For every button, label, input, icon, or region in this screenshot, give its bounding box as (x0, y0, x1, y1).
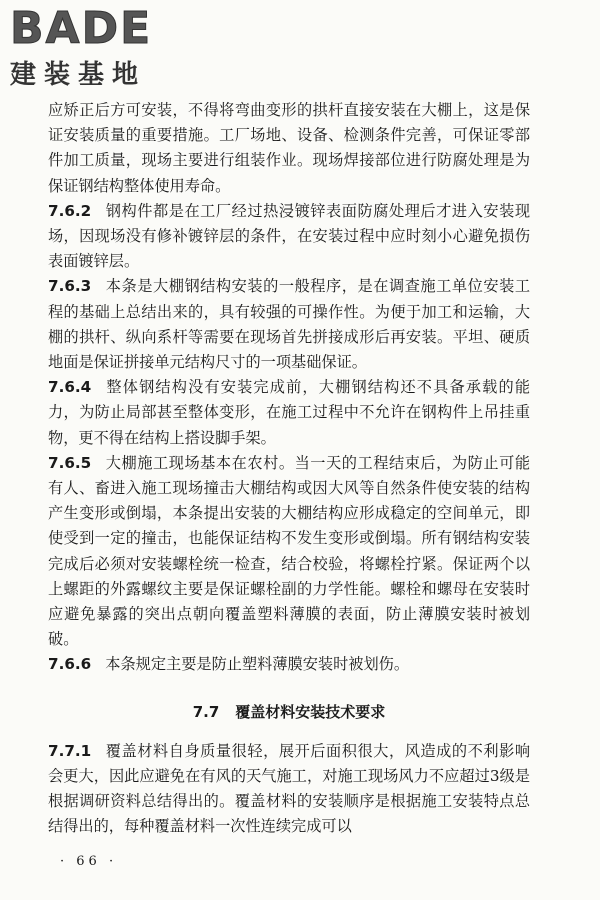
bade-logo (10, 3, 180, 91)
paragraph-text: 应矫正后方可安装，不得将弯曲变形的拱杆直接安装在大棚上，这是保证安装质量的重要措施。工厂场地、设备、检测条件完善，可保证零部件加工质量，现场主要进行组装作业。现场焊接部位进行防腐处理是为保证钢结构整体使用寿命。 (48, 101, 530, 195)
section-heading (48, 700, 530, 725)
clause-7-6-6 (48, 652, 530, 677)
clause-text: 整体钢结构没有安装完成前，大棚钢结构还不具备承载的能力，为防止局部甚至整体变形，在施工过程中不允许在钢构件上吊挂重物，更不得在结构上搭设脚手架。 (48, 378, 530, 447)
clause-number: 7.6.3 (48, 277, 92, 296)
page-number: · 66 · (60, 854, 118, 869)
clause-number: 7.6.6 (48, 655, 92, 674)
paragraph-continuation (48, 98, 530, 199)
clause-text: 覆盖材料自身质量很轻，展开后面积很大，风造成的不利影响会更大，因此应避免在有风的天气施工，对施工现场风力不应超过3级是根据调研资料总结得出的。覆盖材料的安装顺序是根据施工安装特点总结得出的，每种覆盖材料一次性连续完成可以 (48, 741, 530, 836)
clause-7-6-5 (48, 451, 530, 653)
section-title: 覆盖材料安装技术要求 (235, 702, 386, 721)
clause-number: 7.6.2 (48, 201, 92, 220)
clause-text: 大棚施工现场基本在农村。当一天的工程结束后，为防止可能有人、畜进入施工现场撞击大棚结构或因大风等自然条件使安装的结构产生变形或倒塌，本条提出安装的大棚结构应形成稳定的空间单元，即使受到一定的撞击，也能保证结构不发生变形或倒塌。所有钢结构安装完成后必须对安装螺栓统一检查，结合校验，将螺栓拧紧。保证两个以上螺距的外露螺纹主要是保证螺栓副的力学性能。螺栓和螺母在安装时应避免暴露的突出点朝向覆盖塑料薄膜的表面，防止薄膜安装时被划破。 (48, 453, 530, 649)
clause-7-6-3 (48, 274, 530, 375)
clause-text: 本条是大棚钢结构安装的一般程序，是在调查施工单位安装工程的基础上总结出来的，具有较强的可操作性。为便于加工和运输，大棚的拱杆、纵向系杆等需要在现场首先拼接成形后再安装。平坦、硬质地面是保证拼接单元结构尺寸的一项基础保证。 (48, 277, 530, 372)
clause-7-6-2 (48, 199, 530, 275)
clause-7-6-4 (48, 375, 530, 451)
document-body (48, 98, 530, 840)
logo-wordmark: BADE (10, 3, 153, 54)
clause-number: 7.6.4 (48, 378, 92, 397)
clause-7-7-1 (48, 739, 530, 840)
clause-text: 本条规定主要是防止塑料薄膜安装时被划伤。 (105, 655, 409, 674)
clause-text: 钢构件都是在工厂经过热浸镀锌表面防腐处理后才进入安装现场，因现场没有修补镀锌层的条件，在安装过程中应时刻小心避免损伤表面镀锌层。 (48, 201, 530, 271)
clause-number: 7.6.5 (48, 453, 92, 472)
clause-number: 7.7.1 (48, 741, 92, 760)
section-number: 7.7 (192, 702, 220, 721)
logo-subtitle: 建装基地 (10, 60, 147, 90)
